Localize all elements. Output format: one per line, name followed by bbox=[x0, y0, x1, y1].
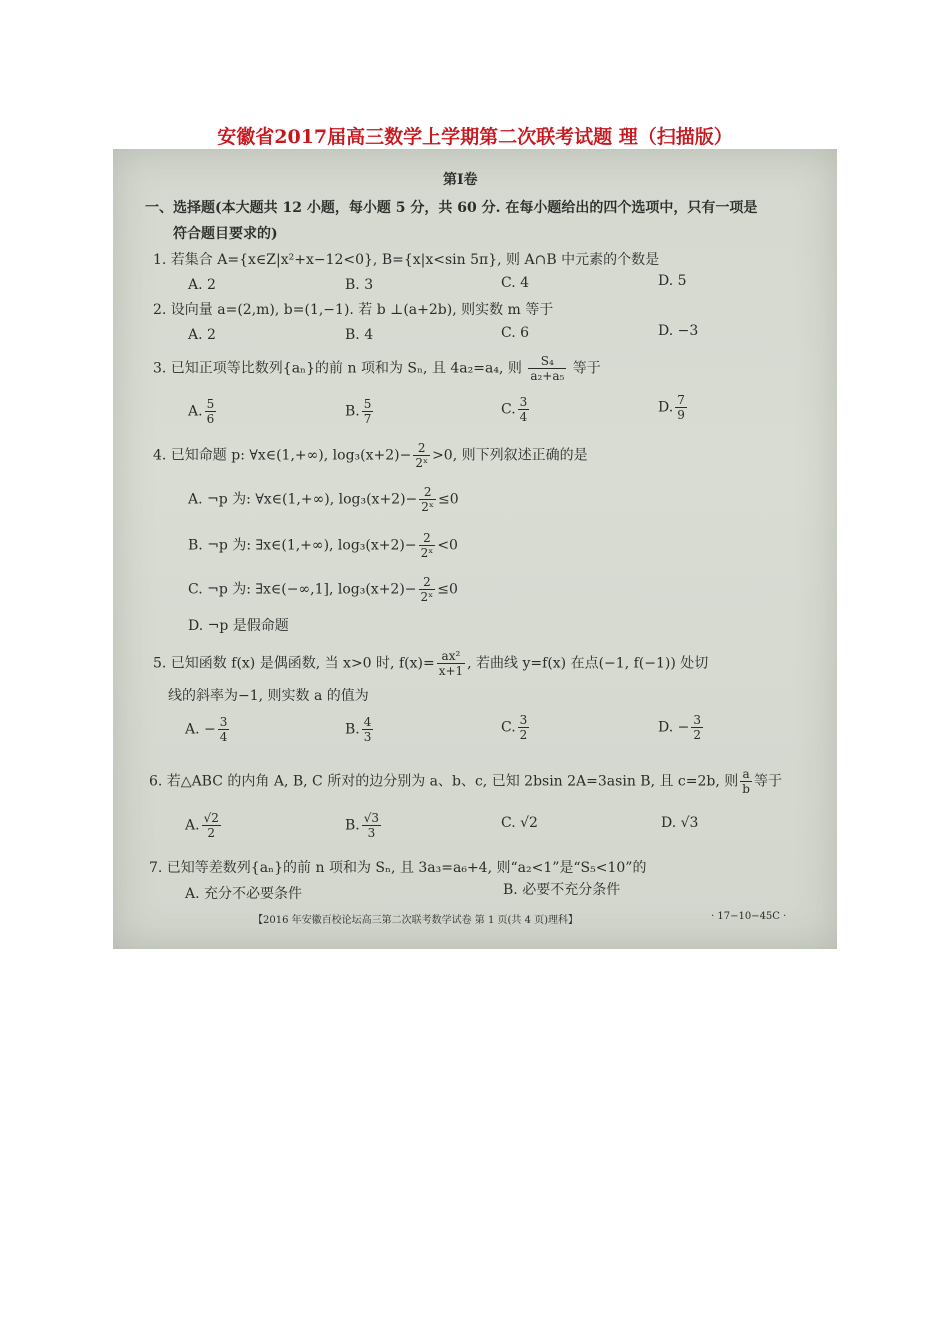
q3-b-num: 5 bbox=[363, 397, 372, 411]
q2-option-d: D. −3 bbox=[658, 323, 699, 339]
q6-option-c: C. √2 bbox=[501, 815, 538, 831]
q5-stem-text: 5. 已知函数 f(x) 是偶函数, 当 x>0 时, f(x)= bbox=[153, 655, 435, 672]
q4-stem-end: >0, 则下列叙述正确的是 bbox=[432, 447, 588, 464]
q6-stem-text: 6. 若△ABC 的内角 A, B, C 所对的边分别为 a、b、c, 已知 2bsin 2A=3asin B, 且 c=2b, 则 bbox=[149, 773, 739, 790]
q4-frac-den: 2ˣ bbox=[415, 456, 429, 470]
section-instruction-line1: 一、选择题(本大题共 12 小题，每小题 5 分，共 60 分. 在每小题给出的四个选项中，只有一项是 bbox=[145, 200, 758, 216]
q3-option-c-label: C. bbox=[501, 401, 516, 418]
q4-option-d: D. ¬p 是假命题 bbox=[188, 618, 289, 634]
q1-option-a: A. 2 bbox=[188, 277, 216, 293]
q2-stem: 2. 设向量 a=(2,m), b=(1,−1). 若 b ⊥(a+2b), 则实数 m 等于 bbox=[153, 302, 554, 318]
q4-stem bbox=[153, 441, 588, 470]
q6-stem-end: 等于 bbox=[753, 773, 782, 790]
q1-option-d: D. 5 bbox=[658, 273, 687, 289]
q6-frac-den: b bbox=[742, 782, 750, 796]
q3-option-a-frac bbox=[205, 397, 217, 426]
q3-frac-num: S₄ bbox=[528, 354, 566, 369]
q3-option-b-frac bbox=[362, 397, 374, 426]
q4-c-den: 2ˣ bbox=[420, 590, 434, 604]
document-title: 安徽省2017届高三数学上学期第二次联考试题 理（扫描版） bbox=[217, 126, 733, 148]
q6-option-a-label: A. bbox=[185, 817, 200, 834]
q5-option-b-frac bbox=[362, 715, 374, 744]
q4-option-c-text: C. ¬p 为: ∃x∈(−∞,1], log₃(x+2)− bbox=[188, 581, 417, 598]
q6-stem bbox=[149, 767, 782, 796]
q3-option-c-frac bbox=[518, 395, 530, 424]
q3-stem bbox=[153, 354, 601, 383]
page-footer-left: 【2016 年安徽百校论坛高三第二次联考数学试卷 第 1 页(共 4 页)理科】 bbox=[253, 915, 579, 926]
q3-b-den: 7 bbox=[363, 412, 372, 426]
q4-option-c-end: ≤0 bbox=[437, 581, 458, 598]
q3-option-d-label: D. bbox=[658, 399, 674, 416]
q3-a-num: 5 bbox=[206, 397, 215, 411]
q3-option-d-frac bbox=[675, 393, 687, 422]
q5-a-num: 3 bbox=[219, 715, 228, 729]
q3-fraction bbox=[528, 354, 566, 383]
q4-b-num: 2 bbox=[419, 531, 436, 546]
q5-frac-den: x+1 bbox=[438, 664, 464, 678]
q4-option-a bbox=[188, 485, 459, 514]
q5-b-den: 3 bbox=[363, 730, 372, 744]
q3-d-num: 7 bbox=[677, 393, 685, 407]
q4-c-num: 2 bbox=[419, 575, 436, 590]
q5-option-d-label: D. − bbox=[658, 719, 690, 736]
q4-a-den: 2ˣ bbox=[421, 500, 435, 514]
page-footer-right: · 17−10−45C · bbox=[711, 911, 787, 922]
q4-stem-text: 4. 已知命题 p: ∀x∈(1,+∞), log₃(x+2)− bbox=[153, 447, 412, 464]
q3-option-c bbox=[501, 395, 531, 424]
q5-option-c-frac bbox=[518, 713, 530, 742]
q6-b-num: √3 bbox=[363, 811, 380, 825]
q2-option-b: B. 4 bbox=[345, 327, 374, 343]
q6-fraction bbox=[740, 767, 752, 796]
q3-option-a bbox=[188, 397, 218, 426]
q5-option-a-frac bbox=[218, 715, 230, 744]
q3-c-num: 3 bbox=[519, 395, 528, 409]
q6-option-a bbox=[185, 811, 223, 840]
q3-d-den: 9 bbox=[677, 408, 685, 422]
q4-option-b-text: B. ¬p 为: ∃x∈(1,+∞), log₃(x+2)− bbox=[188, 537, 417, 554]
q3-option-b-label: B. bbox=[345, 403, 360, 420]
q5-fraction bbox=[437, 649, 465, 678]
q5-option-c-label: C. bbox=[501, 719, 516, 736]
q3-a-den: 6 bbox=[206, 412, 215, 426]
q6-option-a-frac bbox=[202, 811, 221, 840]
q5-option-a-label: A. − bbox=[185, 721, 216, 738]
q6-option-b bbox=[345, 811, 383, 840]
q1-option-c: C. 4 bbox=[501, 275, 530, 291]
q4-option-a-end: ≤0 bbox=[438, 491, 459, 508]
q5-c-num: 3 bbox=[519, 713, 528, 727]
q4-option-b-end: <0 bbox=[437, 537, 458, 554]
q1-stem: 1. 若集合 A={x∈Z|x²+x−12<0}, B={x|x<sin 5π}, 则 A∩B 中元素的个数是 bbox=[153, 252, 660, 268]
q4-fraction bbox=[413, 441, 430, 470]
q2-option-a: A. 2 bbox=[188, 327, 216, 343]
q6-option-b-label: B. bbox=[345, 817, 360, 834]
section-instruction-line2: 符合题目要求的) bbox=[173, 226, 278, 242]
q5-b-num: 4 bbox=[363, 715, 372, 729]
q3-option-d bbox=[658, 393, 689, 422]
q3-stem-text: 3. 已知正项等比数列{aₙ}的前 n 项和为 Sₙ, 且 4a₂=a₄, 则 bbox=[153, 360, 522, 377]
q5-option-d-frac bbox=[691, 713, 703, 742]
q5-d-num: 3 bbox=[693, 713, 701, 727]
q4-b-den: 2ˣ bbox=[420, 546, 434, 560]
q1-option-b: B. 3 bbox=[345, 277, 374, 293]
q4-a-num: 2 bbox=[419, 485, 436, 500]
q3-option-b bbox=[345, 397, 375, 426]
q4-option-a-frac bbox=[419, 485, 436, 514]
q4-option-c-frac bbox=[419, 575, 436, 604]
q3-frac-den: a₂+a₅ bbox=[530, 369, 565, 383]
q5-d-den: 2 bbox=[693, 728, 701, 742]
q7-option-a: A. 充分不必要条件 bbox=[185, 886, 303, 902]
q4-option-c bbox=[188, 575, 458, 604]
q5-option-c bbox=[501, 713, 531, 742]
q5-option-b-label: B. bbox=[345, 721, 360, 738]
q6-frac-num: a bbox=[740, 767, 752, 782]
q5-a-den: 4 bbox=[219, 730, 228, 744]
q4-frac-num: 2 bbox=[413, 441, 430, 456]
q4-option-b bbox=[188, 531, 458, 560]
q2-option-c: C. 6 bbox=[501, 325, 530, 341]
q5-c-den: 2 bbox=[519, 728, 528, 742]
q5-stem-end: , 若曲线 y=f(x) 在点(−1, f(−1)) 处切 bbox=[467, 655, 709, 672]
q3-option-a-label: A. bbox=[188, 403, 203, 420]
scanned-exam-page bbox=[113, 149, 837, 949]
q6-option-d: D. √3 bbox=[661, 815, 699, 831]
q6-a-num: √2 bbox=[203, 811, 219, 825]
q5-option-d bbox=[658, 713, 705, 742]
q4-option-a-text: A. ¬p 为: ∀x∈(1,+∞), log₃(x+2)− bbox=[188, 491, 418, 508]
q3-stem-end: 等于 bbox=[572, 360, 601, 377]
q6-b-den: 3 bbox=[367, 826, 376, 840]
q7-stem: 7. 已知等差数列{aₙ}的前 n 项和为 Sₙ, 且 3a₃=a₆+4, 则“a₂<1”是“S₅<10”的 bbox=[149, 860, 647, 876]
q6-option-b-frac bbox=[362, 811, 381, 840]
q5-stem-line2: 线的斜率为−1, 则实数 a 的值为 bbox=[168, 688, 369, 704]
q5-frac-num: ax² bbox=[437, 649, 465, 664]
q4-option-b-frac bbox=[419, 531, 436, 560]
volume-heading: 第Ⅰ卷 bbox=[443, 172, 478, 188]
q6-a-den: 2 bbox=[207, 826, 216, 840]
q7-option-b: B. 必要不充分条件 bbox=[503, 882, 621, 898]
q5-option-a bbox=[185, 715, 231, 744]
q5-stem bbox=[153, 649, 708, 678]
q5-option-b bbox=[345, 715, 375, 744]
q3-c-den: 4 bbox=[519, 410, 528, 424]
